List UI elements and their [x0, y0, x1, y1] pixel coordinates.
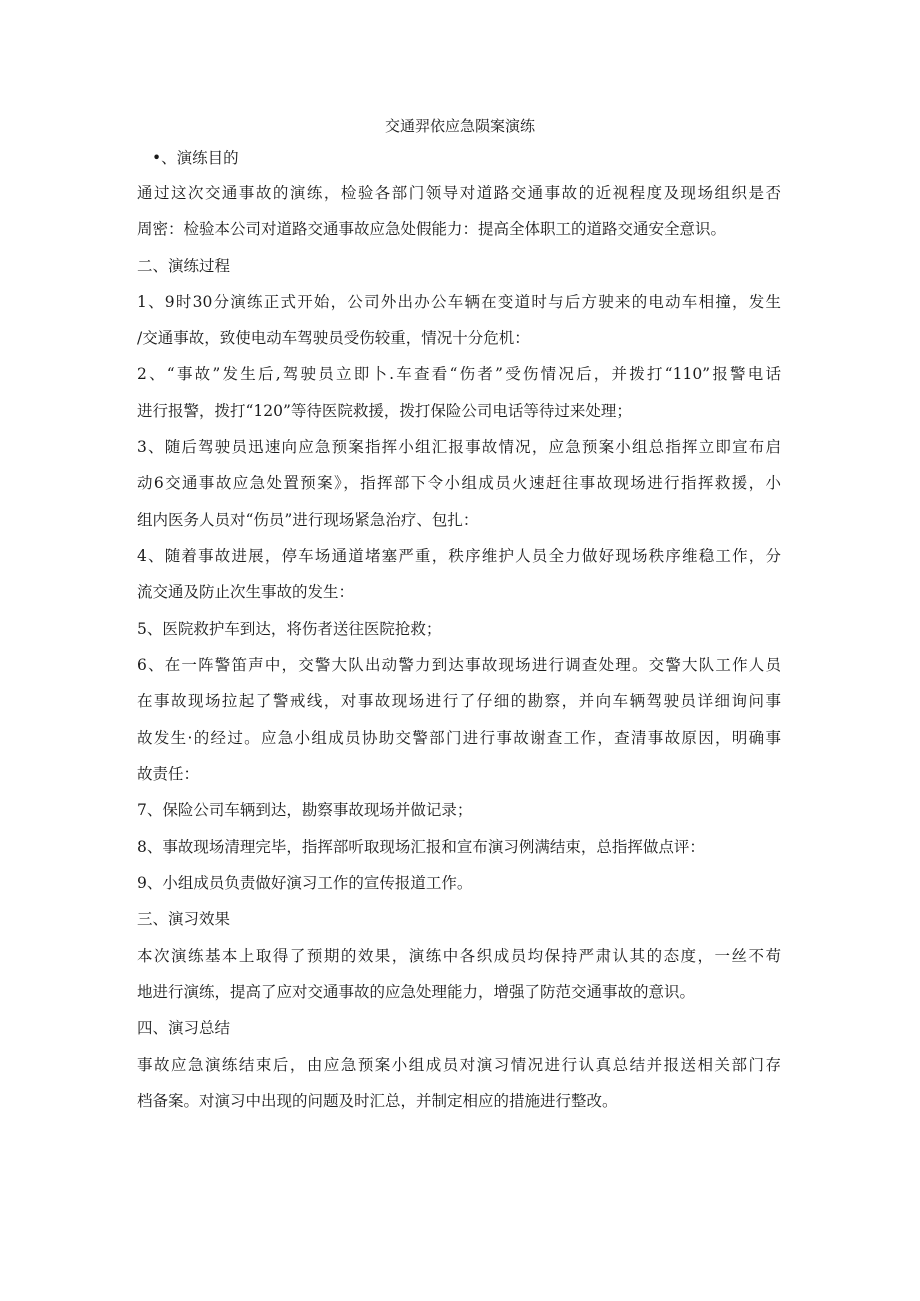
paragraph-line: 1、9时30分演练正式开始，公司外出办公车辆在变道时与后方驶来的电动车相撞，发生	[137, 293, 781, 311]
paragraph-line: 故责任：	[137, 765, 200, 783]
paragraph-line: 事故应急演练结束后，由应急预案小组成员对演习情况进行认真总结并报送相关部门存	[137, 1056, 781, 1074]
paragraph-line: /交通事故，致使电动车驾驶员受伤较重，情况十分危机：	[137, 329, 530, 347]
paragraph-line: 7、保险公司车辆到达，勘察事故现场并做记录；	[137, 801, 473, 819]
paragraph-line: 6、在一阵警笛声中，交警大队出动警力到达事故现场进行调查处理。交警大队工作人员	[137, 656, 781, 674]
paragraph-line: 5、医院救护车到达，将伤者送往医院抢救；	[137, 620, 442, 638]
paragraph-line: 周密：检验本公司对道路交通事故应急处假能力：提高全体职工的道路交通安全意识。	[137, 220, 727, 238]
paragraph-line: 本次演练基本上取得了预期的效果，演练中各织成员均保持严肃认其的态度，一丝不苟	[137, 947, 781, 965]
document-title: 交通羿依应急陨案演练	[384, 117, 535, 135]
paragraph-line: 档备案。对演习中出现的问题及时汇总，并制定相应的措施进行整改。	[137, 1092, 618, 1110]
paragraph-line: 8、事故现场清理完毕，指挥部听取现场汇报和宣布演习例满结束，总指挥做点评：	[137, 838, 705, 856]
paragraph-line: 3、随后驾驶员迅速向应急预案指挥小组汇报事故情况，应急预案小组总指挥立即宣布启	[137, 438, 781, 456]
paragraph-line: 在事故现场拉起了警戒线，对事故现场进行了仔细的勘察，并向车辆驾驶员详细询问事	[137, 692, 781, 710]
paragraph-line: 动6交通事故应急处置预案》，指挥部下令小组成员火速赶往事故现场进行指挥救援，小	[137, 474, 781, 492]
paragraph-line: 通过这次交通事故的演练，检验各部门领导对道路交通事故的近视程度及现场组织是否	[137, 184, 781, 202]
section-heading-summary: 四、演习总结	[137, 1019, 231, 1037]
paragraph-line: 故发生·的经过。应急小组成员协助交警部门进行事故谢查工作，查清事故原因，明确事	[137, 729, 781, 747]
paragraph-line: 组内医务人员对“伤员”进行现场紧急治疗、包扎：	[137, 511, 479, 529]
section-heading-effect: 三、演习效果	[137, 910, 231, 928]
paragraph-line: 地进行演练，提高了应对交通事故的应急处理能力，增强了防范交通事故的意识。	[137, 983, 696, 1001]
paragraph-line: 2、“事故”发生后,驾驶员立即卜.车查看“伤者”受伤情况后，并拨打“110”报警电话	[137, 365, 781, 383]
paragraph-line: 进行报警，拨打“120”等待医院救援，拨打保险公司电话等待过来处理；	[137, 402, 632, 420]
paragraph-line: 9、小组成员负责做好演习工作的宣传报道工作。	[137, 874, 473, 892]
section-heading-process: 二、演练过程	[137, 257, 231, 275]
paragraph-line: 4、随着事故进展，停车场通道堵塞严重，秩序维护人员全力做好现场秩序维稳工作，分	[137, 547, 781, 565]
section-heading-purpose: •、演练目的	[152, 149, 239, 167]
paragraph-line: 流交通及防止次生事故的发生：	[137, 583, 355, 601]
